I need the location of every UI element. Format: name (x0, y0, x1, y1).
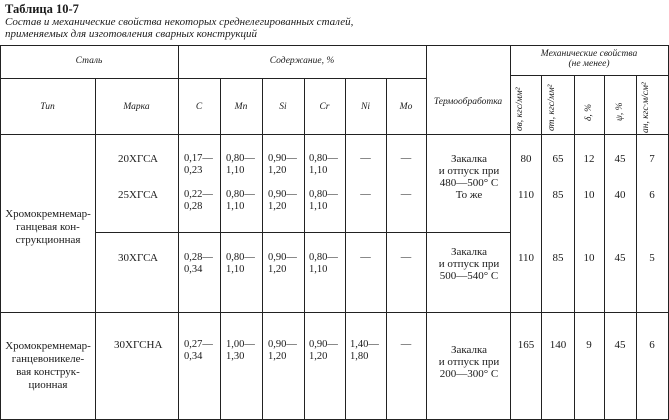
header-ni: Ni (361, 102, 370, 112)
row2-delta: 10 (583, 189, 595, 201)
group2-type (2, 340, 94, 392)
rule-top (0, 45, 669, 46)
row4-c-min: 0,27— (184, 339, 213, 350)
row4-heat (428, 344, 510, 380)
row3-c-min: 0,28— (184, 252, 213, 263)
row4-grade: 30ХГСНА (114, 339, 163, 351)
row4-ni-max: 1,80 (350, 351, 369, 362)
header-grade: Марка (123, 102, 150, 112)
row1-c (184, 153, 213, 177)
row4-heat-line-1: Закалка (450, 344, 488, 356)
row1-sigma-t: 65 (552, 153, 564, 165)
row2-si-min: 0,90— (268, 189, 297, 200)
table-caption (5, 16, 353, 40)
header-delta: δ, % (584, 103, 594, 121)
row2-heat-line-1: То же (455, 189, 483, 201)
row4-cr (309, 339, 338, 363)
rule-group-divider (0, 312, 669, 313)
vrule-ni-mo (386, 78, 387, 420)
row4-c-max: 0,34 (184, 351, 203, 362)
row2-mn-min: 0,80— (226, 189, 255, 200)
row3-heat (428, 246, 510, 282)
row2-c-max: 0,28 (184, 201, 203, 212)
header-steel: Сталь (75, 56, 103, 66)
header-heat: Термообработка (433, 97, 503, 107)
row1-si (268, 153, 297, 177)
row2-cr-min: 0,80— (309, 189, 338, 200)
header-c: C (195, 102, 203, 112)
row4-delta: 9 (586, 339, 592, 351)
row2-grade: 25ХГСА (118, 189, 158, 201)
row4-cr-max: 1,20 (309, 351, 328, 362)
row4-sigma-t: 140 (549, 339, 567, 351)
group1-type-line-2: ганцевая кон- (16, 221, 80, 233)
vrule-c-mn (220, 78, 221, 420)
row4-heat-line-2: и отпуск при (438, 356, 500, 368)
vrule-si-cr (304, 78, 305, 420)
rule-row-divider (95, 232, 510, 233)
row2-an: 6 (649, 189, 655, 201)
row3-heat-line-3: 500—540° С (439, 270, 499, 282)
row1-c-min: 0,17— (184, 153, 213, 164)
row4-cr-min: 0,90— (309, 339, 338, 350)
row2-cr (309, 189, 338, 213)
row1-mn-max: 1,10 (226, 165, 245, 176)
row4-c (184, 339, 213, 363)
row2-c (184, 189, 213, 213)
row3-cr (309, 252, 338, 276)
row3-si-min: 0,90— (268, 252, 297, 263)
vrule-cr-ni (345, 78, 346, 420)
header-si: Si (279, 102, 287, 112)
vrule-mn-si (262, 78, 263, 420)
row4-heat-line-3: 200—300° С (439, 368, 499, 380)
row1-si-max: 1,20 (268, 165, 287, 176)
row2-sigma-t: 85 (552, 189, 564, 201)
row3-heat-line-2: и отпуск при (438, 258, 500, 270)
vrule-st-d (574, 75, 575, 420)
header-mech (510, 49, 668, 69)
row2-psi: 40 (614, 189, 626, 201)
row1-heat-line-1: Закалка (450, 153, 488, 165)
vrule-d-psi (604, 75, 605, 420)
group1-type-line-1: Хромокремнемар- (5, 208, 91, 220)
row3-mo: — (400, 252, 412, 263)
header-sigma-b: σв, кгс/мм² (515, 87, 525, 131)
row1-grade: 20ХГСА (118, 153, 158, 165)
row3-mn (226, 252, 255, 276)
row4-an: 6 (649, 339, 655, 351)
row3-mn-min: 0,80— (226, 252, 255, 263)
row1-cr (309, 153, 338, 177)
header-mech-sub: (не менее) (568, 59, 610, 69)
vrule-psi-an (636, 75, 637, 420)
rule-header-bottom (0, 134, 669, 135)
vrule-heat-mech (510, 45, 511, 420)
row4-psi: 45 (614, 339, 626, 351)
row1-c-max: 0,23 (184, 165, 203, 176)
row4-mn (226, 339, 255, 363)
row2-heat (428, 189, 510, 201)
row1-heat-line-2: и отпуск при (438, 165, 500, 177)
row1-si-min: 0,90— (268, 153, 297, 164)
caption-line-2: применяемых для изготовления сварных конструкций (5, 28, 257, 40)
header-mech-title: Механические свойства (540, 49, 638, 59)
vrule-type-grade (95, 78, 96, 420)
group2-type-line-4: ционная (28, 379, 68, 391)
row4-mo: — (400, 339, 412, 350)
row1-mo: — (400, 153, 412, 164)
row3-si (268, 252, 297, 276)
row2-c-min: 0,22— (184, 189, 213, 200)
row2-si-max: 1,20 (268, 201, 287, 212)
header-content: Содержание, % (269, 56, 335, 66)
row1-sigma-b: 80 (520, 153, 532, 165)
row3-mn-max: 1,10 (226, 264, 245, 275)
group1-type (2, 208, 94, 247)
row1-heat-line-3: 480—500° С (439, 177, 499, 189)
row3-sigma-b: 110 (517, 252, 535, 264)
steel-table (0, 45, 669, 420)
header-mo: Mo (399, 102, 413, 112)
row2-mn-max: 1,10 (226, 201, 245, 212)
row2-cr-max: 1,10 (309, 201, 328, 212)
row1-heat (428, 153, 510, 189)
row4-mn-min: 1,00— (226, 339, 255, 350)
row1-an: 7 (649, 153, 655, 165)
group2-type-line-2: ганцевоникеле- (11, 353, 85, 365)
rule-steel-sub (0, 78, 178, 79)
row4-si-min: 0,90— (268, 339, 297, 350)
caption-line-1: Состав и механические свойства некоторых среднелегированных сталей, (5, 16, 354, 28)
rule-content-sub (178, 78, 426, 79)
row3-psi: 45 (614, 252, 626, 264)
row1-mn-min: 0,80— (226, 153, 255, 164)
row1-cr-max: 1,10 (309, 165, 328, 176)
row3-heat-line-1: Закалка (450, 246, 488, 258)
row3-c (184, 252, 213, 276)
row4-si (268, 339, 297, 363)
row3-an: 5 (649, 252, 655, 264)
row4-sigma-b: 165 (517, 339, 535, 351)
row3-c-max: 0,34 (184, 264, 203, 275)
row2-mn (226, 189, 255, 213)
row3-cr-min: 0,80— (309, 252, 338, 263)
header-mn: Mn (234, 102, 248, 112)
row2-sigma-b: 110 (517, 189, 535, 201)
header-type: Тип (40, 102, 55, 112)
row3-ni: — (360, 252, 371, 263)
row1-psi: 45 (614, 153, 626, 165)
row2-si (268, 189, 297, 213)
row1-cr-min: 0,80— (309, 153, 338, 164)
header-cr: Cr (319, 102, 330, 112)
row3-delta: 10 (583, 252, 595, 264)
group2-type-line-1: Хромокремнемар- (5, 340, 91, 352)
row1-mn (226, 153, 255, 177)
row2-ni: — (360, 189, 371, 200)
header-sigma-t: σт, кгс/мм² (547, 84, 557, 131)
row2-mo: — (400, 189, 412, 200)
group2-type-line-3: вая конструк- (16, 366, 80, 378)
rule-mech-sub (510, 75, 669, 76)
table-title: Таблица 10-7 (5, 2, 79, 16)
row4-mn-max: 1,30 (226, 351, 245, 362)
row3-grade: 30ХГСА (118, 252, 158, 264)
row4-ni (350, 339, 379, 363)
row1-delta: 12 (583, 153, 595, 165)
header-psi: ψ, % (615, 102, 625, 121)
row3-cr-max: 1,10 (309, 264, 328, 275)
group1-type-line-3: струкционная (15, 234, 81, 246)
row3-sigma-t: 85 (552, 252, 564, 264)
row4-ni-min: 1,40— (350, 339, 379, 350)
row4-si-max: 1,20 (268, 351, 287, 362)
row3-si-max: 1,20 (268, 264, 287, 275)
row1-ni: — (360, 153, 371, 164)
header-an: aн, кгс·м/см² (641, 82, 651, 133)
vrule-sb-st (541, 75, 542, 420)
